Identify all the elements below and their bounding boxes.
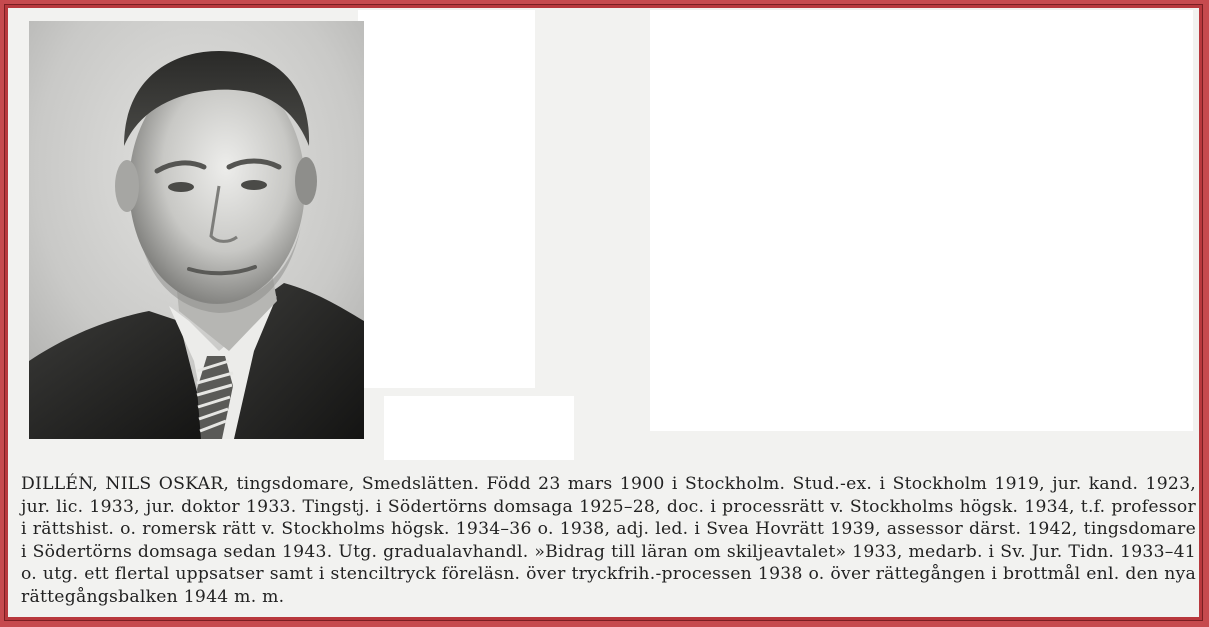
document-page bbox=[8, 8, 1199, 617]
blank-area bbox=[358, 10, 535, 388]
portrait-photo bbox=[29, 21, 364, 439]
blank-area bbox=[384, 396, 574, 460]
blank-area bbox=[650, 10, 1193, 431]
biography-text: DILLÉN, NILS OSKAR, tingsdomare, Smedslätten. Född 23 mars 1900 i Stockholm. Stud.-ex. i Stockholm 1919, jur. kand. 1923, jur. lic. 1933, jur. doktor 1933. Tingstj. i Södertörns domsaga 1925–28, doc. i processrätt v. Stockholms högsk. 1934, t.f. professor i rättshist. o. romersk rätt v. Stockholms högsk. 1934–36 o. 1938, adj. led. i Svea Hovrätt 1939, assessor därst. 1942, tingsdomare i Södertörns domsaga sedan 1943. Utg. gradualavhandl. »Bidrag till läran om skiljeavtalet» 1933, medarb. i Sv. Jur. Tidn. 1933–41 o. utg. ett flertal uppsatser samt i stenciltryck föreläsn. över tryckfrih.-processen 1938 o. över rättegången i brottmål enl. den nya rättegångsbalken 1944 m. m. bbox=[21, 474, 1196, 607]
